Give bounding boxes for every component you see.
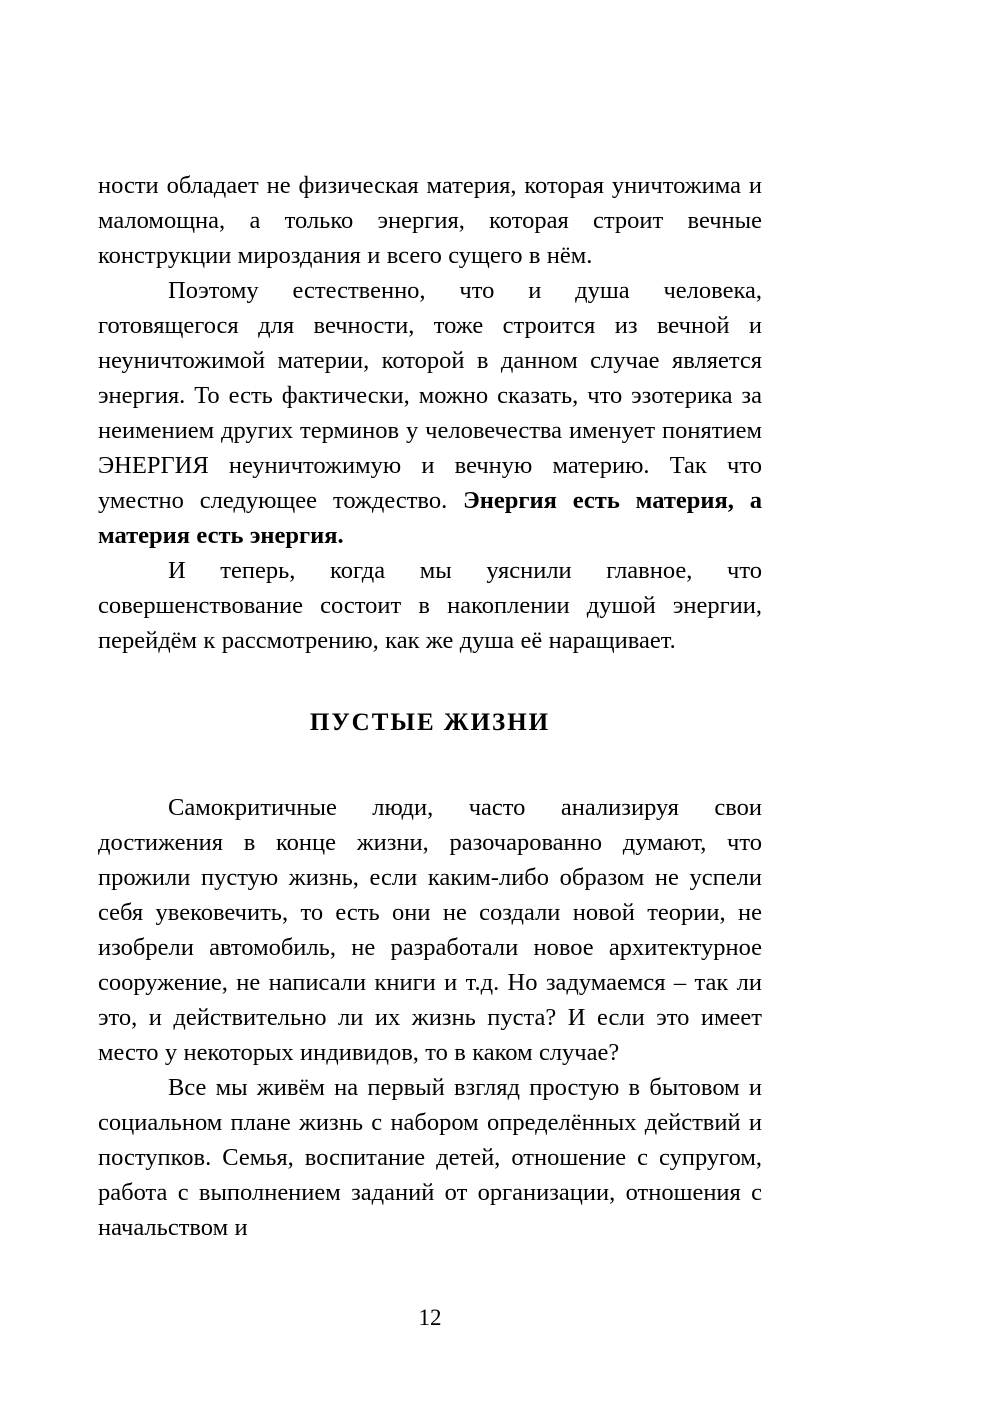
paragraph-energy-matter bbox=[98, 273, 762, 553]
heading-spacer-bottom bbox=[98, 740, 762, 790]
page-number: 12 bbox=[418, 1305, 442, 1330]
bold-emphasis-identity: Энергия есть материя, а материя есть энергия. bbox=[98, 487, 762, 549]
paragraph-soul-energy-growth: И теперь, когда мы уяснили главное, что совершенствование состоит в накоплении душой энергии, перейдём к рассмотрению, как же душа её наращивает. bbox=[98, 557, 762, 654]
paragraph-continuation: ности обладает не физическая материя, которая уничтожима и маломощна, а только энергия, которая строит вечные конструкции мироздания и всего сущего в нём. bbox=[98, 172, 762, 269]
paragraph-self-critical-people: Самокритичные люди, часто анализируя свои достижения в конце жизни, разочарованно думают, что прожили пустую жизнь, если каким-либо образом не успели себя увековечить, то есть они не создали новой теории, не изобрели автомобиль, не разработали новое архитектурное сооружение, не написали книги и т.д. Но задумаемся – так ли это, и действительно ли их жизнь пуста? И если это имеет место у некоторых индивидов, то в каком случае? bbox=[98, 794, 762, 1066]
paragraph-text-before-bold: Поэтому естественно, что и душа человека, готовящегося для вечности, тоже строится из вечной и неуничтожимой материи, которой в данном случае является энергия. То есть фактически, можно сказать, что эзотерика за неимением других терминов у человечества именует понятием ЭНЕРГИЯ неуничтожимую и вечную материю. Так что уместно следующее тождество. bbox=[98, 277, 762, 514]
paragraph-everyday-life: Все мы живём на первый взгляд простую в бытовом и социальном плане жизнь с набором определённых действий и поступков. Семья, воспитание детей, отношение с супругом, работа с выполнением заданий от организации, отношения с начальством и bbox=[98, 1074, 762, 1241]
text-column bbox=[98, 168, 762, 1245]
heading-spacer-top bbox=[98, 658, 762, 705]
section-heading-empty-lives: ПУСТЫЕ ЖИЗНИ bbox=[309, 709, 551, 736]
